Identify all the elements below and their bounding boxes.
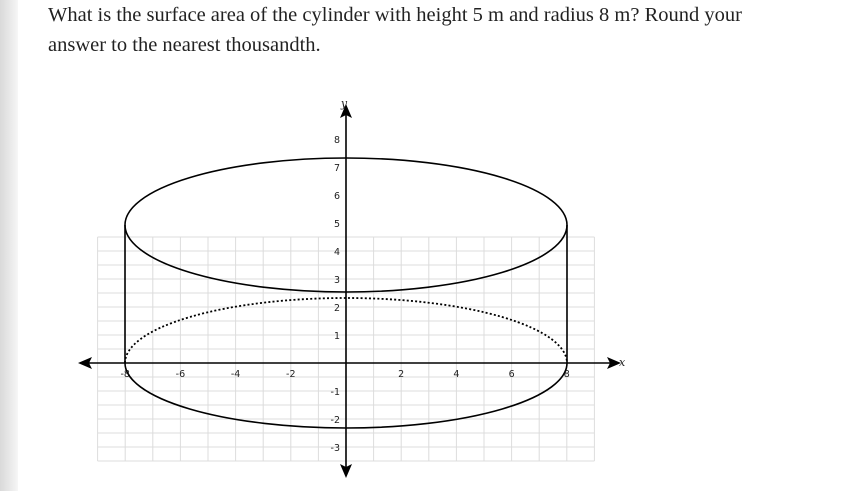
x-tick-label: -8 [120, 369, 130, 380]
tick-labels [120, 135, 569, 454]
y-tick-label: 4 [333, 247, 340, 258]
question-line-1: What is the surface area of the cylinder with height 5 m and radius 8 m? Round your [48, 4, 742, 26]
y-tick-label: 2 [333, 303, 340, 314]
y-tick-label: -1 [330, 387, 340, 398]
y-tick-label: 3 [333, 275, 340, 286]
x-tick-label: -2 [286, 369, 296, 380]
x-tick-label: -6 [175, 369, 186, 380]
y-tick-label: 5 [333, 219, 340, 230]
y-tick-label: -2 [330, 415, 340, 426]
y-tick-label: 7 [333, 163, 340, 174]
x-axis-label: x [619, 356, 626, 369]
y-tick-label: -3 [330, 443, 340, 454]
cylinder-diagram [70, 90, 630, 485]
question-text [48, 0, 848, 60]
x-tick-label: 2 [398, 369, 405, 380]
page-left-edge [0, 0, 18, 491]
x-tick-label: -4 [230, 369, 241, 380]
y-tick-label: 6 [333, 191, 340, 202]
y-axis-label: y [340, 97, 348, 110]
cylinder-graph [70, 90, 630, 485]
y-tick-label: 1 [333, 331, 340, 342]
y-tick-label: 8 [333, 135, 340, 146]
question-line-2: answer to the nearest thousandth. [48, 34, 321, 56]
x-tick-label: 8 [563, 369, 570, 380]
y-axis [340, 104, 352, 478]
x-tick-label: 6 [508, 369, 515, 380]
x-tick-label: 4 [453, 369, 460, 380]
